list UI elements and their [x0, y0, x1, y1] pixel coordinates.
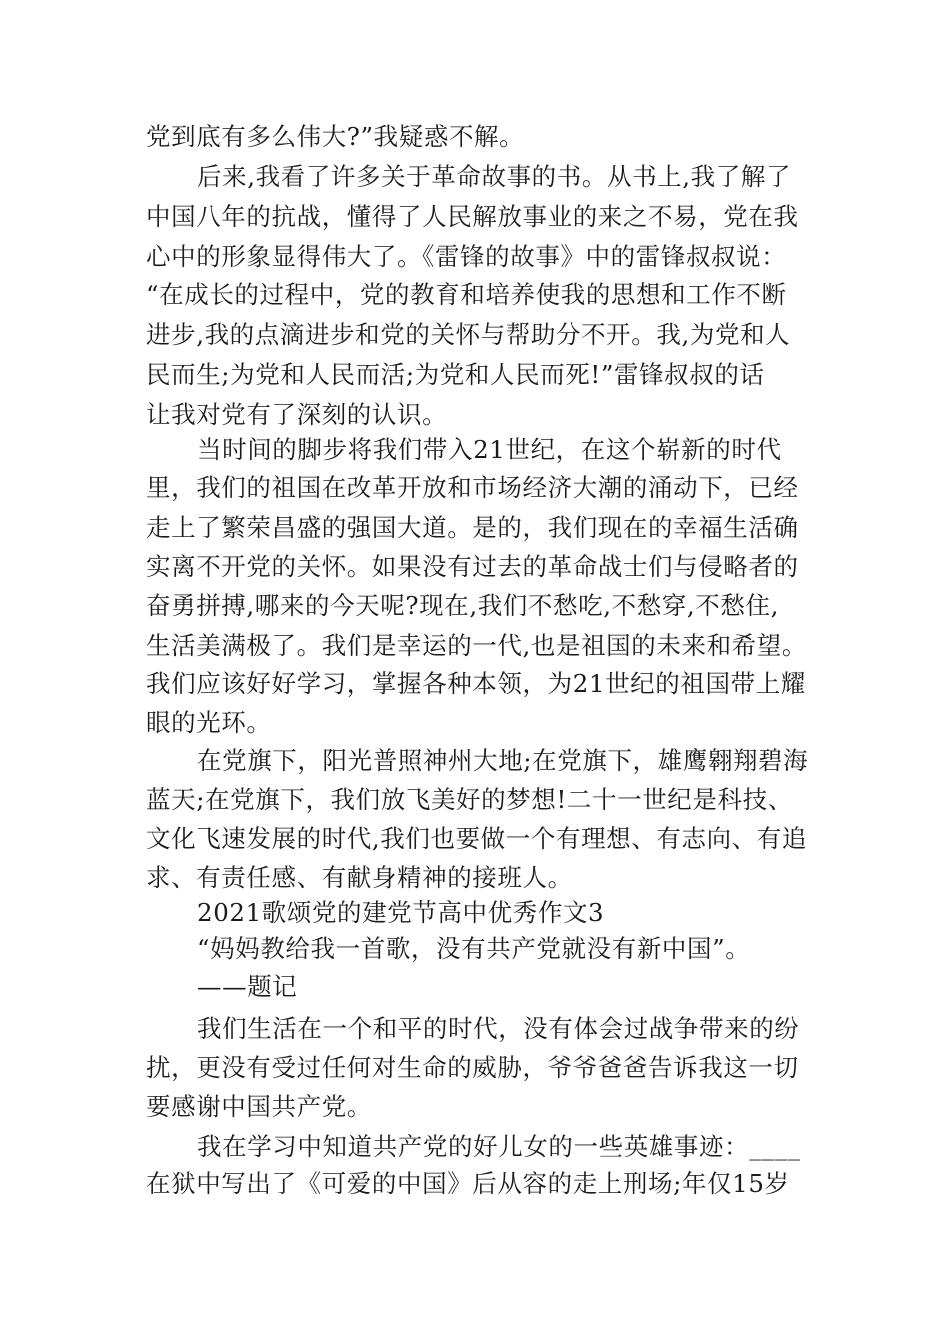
- text-line: 党到底有多么伟大?”我疑惑不解。: [146, 122, 525, 151]
- text-line: 里，我们的祖国在改革开放和市场经济大潮的涌动下，已经: [146, 473, 799, 502]
- paragraph-start: 当时间的脚步将我们带入21世纪，在这个崭新的时代: [197, 435, 782, 464]
- text-line: 民而生;为党和人民而活;为党和人民而死!”雷锋叔叔的话: [146, 360, 765, 389]
- paragraph-start: 后来,我看了许多关于革命故事的书。从书上,我了解了: [197, 162, 792, 191]
- text-line: 让我对党有了深刻的认识。: [146, 400, 448, 429]
- epigraph: “妈妈教给我一首歌，没有共产党就没有新中国”。: [197, 934, 751, 963]
- text-line: 扰，更没有受过任何对生命的威胁，爷爷爸爸告诉我这一切: [146, 1053, 799, 1082]
- text-line: 中国八年的抗战，懂得了人民解放事业的来之不易，党在我: [146, 202, 799, 231]
- quote-line: “在成长的过程中，党的教育和培养使我的思想和工作不断: [146, 280, 787, 309]
- paragraph-start: 我在学习中知道共产党的好儿女的一些英雄事迹：____: [197, 1132, 801, 1161]
- text-line: 生活美满极了。我们是幸运的一代,也是祖国的未来和希望。: [146, 631, 807, 660]
- epigraph-attribution: ——题记: [197, 972, 298, 1001]
- text-line: 蓝天;在党旗下，我们放飞美好的梦想!二十一世纪是科技、: [146, 785, 793, 814]
- text-line: 眼的光环。: [146, 708, 272, 737]
- text-line: 走上了繁荣昌盛的强国大道。是的，我们现在的幸福生活确: [146, 513, 799, 542]
- text-line: 我们应该好好学习，掌握各种本领，为21世纪的祖国带上耀: [146, 669, 806, 698]
- section-heading: 2021歌颂党的建党节高中优秀作文3: [197, 898, 605, 927]
- text-line: 求、有责任感、有献身精神的接班人。: [146, 863, 573, 892]
- text-line: 进步,我的点滴进步和党的关怀与帮助分不开。我,为党和人: [146, 320, 791, 349]
- text-line: 要感谢中国共产党。: [146, 1092, 372, 1121]
- text-line: 实离不开党的关怀。如果没有过去的革命战士们与侵略者的: [146, 552, 799, 581]
- text-line: 在狱中写出了《可爱的中国》后从容的走上刑场;年仅15岁: [146, 1169, 790, 1198]
- text-line: 奋勇拼搏,哪来的今天呢?现在,我们不愁吃,不愁穿,不愁住,: [146, 591, 779, 620]
- text-line: 文化飞速发展的时代,我们也要做一个有理想、有志向、有追: [146, 824, 807, 853]
- paragraph-start: 在党旗下，阳光普照神州大地;在党旗下，雄鹰翱翔碧海: [197, 746, 809, 775]
- paragraph-start: 我们生活在一个和平的时代，没有体会过战争带来的纷: [197, 1014, 800, 1043]
- text-line: 心中的形象显得伟大了。《雷锋的故事》中的雷锋叔叔说：: [146, 242, 787, 271]
